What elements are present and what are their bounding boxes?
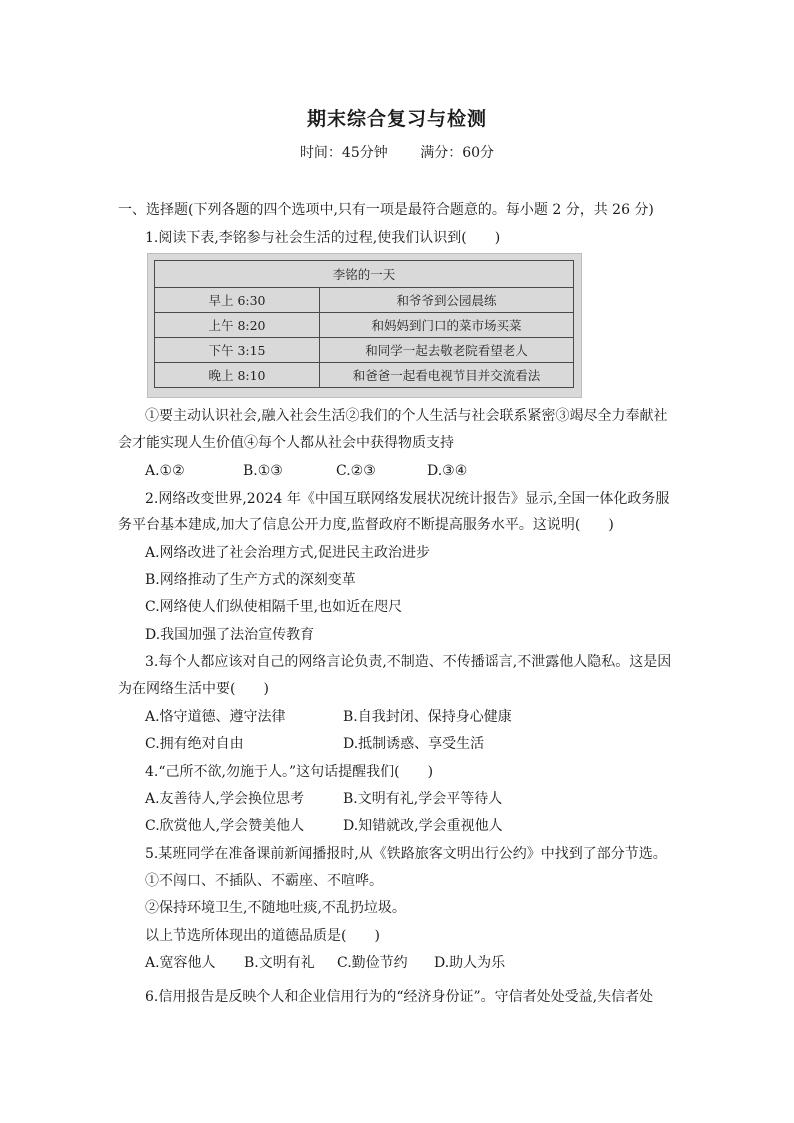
section-heading: 一、选择题(下列各题的四个选项中,只有一项是最符合题意的。每小题 2 分，共 26 分) [118, 202, 654, 218]
question-1-statements-line-2: 会才能实现人生价值④每个人都从社会中获得物质支持 [118, 435, 454, 451]
question-4-stem: 4.“己所不欲,勿施于人。”这句话提醒我们( ) [145, 764, 434, 780]
table-cell-event: 和爷爷到公园晨练 [320, 288, 574, 313]
question-1-option-c: C.②③ [336, 463, 376, 479]
question-4-option-c: C.欣赏他人,学会赞美他人 [145, 818, 305, 834]
question-4-option-b: B.文明有礼,学会平等待人 [343, 791, 503, 807]
question-5-option-b: B.文明有礼 [244, 955, 315, 971]
question-4-option-a: A.友善待人,学会换位思考 [145, 791, 305, 807]
question-5-excerpt-1: ①不闯口、不插队、不霸座、不喧哗。 [145, 873, 383, 889]
table-cell-event: 和妈妈到门口的菜市场买菜 [320, 313, 574, 338]
question-5-option-d: D.助人为乐 [434, 955, 506, 971]
question-2-option-b: B.网络推动了生产方式的深刻变革 [145, 572, 356, 588]
table-cell-time: 下午 3:15 [155, 338, 320, 363]
page-title: 期末综合复习与检测 [306, 108, 487, 130]
question-1-option-b: B.①③ [243, 463, 283, 479]
question-1-option-d: D.③④ [427, 463, 468, 479]
table-cell-event: 和同学一起去敬老院看望老人 [320, 338, 574, 363]
table-row [155, 338, 574, 363]
question-3-stem-line-2: 为在网络生活中要( ) [118, 681, 269, 697]
question-1-stem: 1.阅读下表,李铭参与社会生活的过程,使我们认识到( ) [145, 230, 501, 246]
table-row [155, 313, 574, 338]
question-3-option-b: B.自我封闭、保持身心健康 [343, 709, 512, 725]
table-cell-time: 上午 8:20 [155, 313, 320, 338]
question-2-option-a: A.网络改进了社会治理方式,促进民主政治进步 [145, 545, 431, 561]
question-5-excerpt-2: ②保持环境卫生,不随地吐痰,不乱扔垃圾。 [145, 900, 406, 916]
question-3-stem-line-1: 3.每个人都应该对自己的网络言论负责,不制造、不传播谣言,不泄露他人隐私。这是因 [145, 654, 672, 670]
question-2-stem-line-2: 务平台基本建成,加大了信息公开力度,监督政府不断提高服务水平。这说明( ) [118, 517, 614, 533]
table-row [155, 363, 574, 388]
day-schedule-table-photo [147, 253, 582, 398]
question-1-option-a: A.①② [145, 463, 185, 479]
day-schedule-table [154, 260, 574, 388]
question-2-option-d: D.我国加强了法治宣传教育 [145, 627, 315, 643]
question-4-option-d: D.知错就改,学会重视他人 [343, 818, 503, 834]
question-3-option-c: C.拥有绝对自由 [145, 736, 244, 752]
question-5-option-c: C.勤俭节约 [337, 955, 408, 971]
question-3-option-a: A.恪守道德、遵守法律 [145, 709, 286, 725]
full-score: 满分：60分 [420, 145, 495, 161]
question-5-prompt: 以上节选所体现出的道德品质是( ) [145, 928, 380, 944]
question-2-option-c: C.网络使人们纵使相隔千里,也如近在咫尺 [145, 599, 403, 615]
question-5-option-a: A.宽容他人 [145, 955, 216, 971]
question-1-statements-line-1: ①要主动认识社会,融入社会生活②我们的个人生活与社会联系紧密③竭尽全力奉献社 [145, 408, 668, 424]
question-6-stem: 6.信用报告是反映个人和企业信用行为的“经济身份证”。守信者处处受益,失信者处 [145, 989, 654, 1005]
table-cell-event: 和爸爸一起看电视节目并交流看法 [320, 363, 574, 388]
table-caption: 李铭的一天 [155, 261, 574, 288]
table-cell-time: 早上 6:30 [155, 288, 320, 313]
table-row [155, 288, 574, 313]
exam-meta [0, 142, 794, 162]
time-limit: 时间：45分钟 [299, 145, 388, 161]
question-2-stem-line-1: 2.网络改变世界,2024 年《中国互联网络发展状况统计报告》显示,全国一体化政务服 [145, 491, 670, 507]
question-3-option-d: D.抵制诱惑、享受生活 [343, 736, 485, 752]
table-cell-time: 晚上 8:10 [155, 363, 320, 388]
question-5-stem: 5.某班同学在准备课前新闻播报时,从《铁路旅客文明出行公约》中找到了部分节选。 [145, 846, 667, 862]
